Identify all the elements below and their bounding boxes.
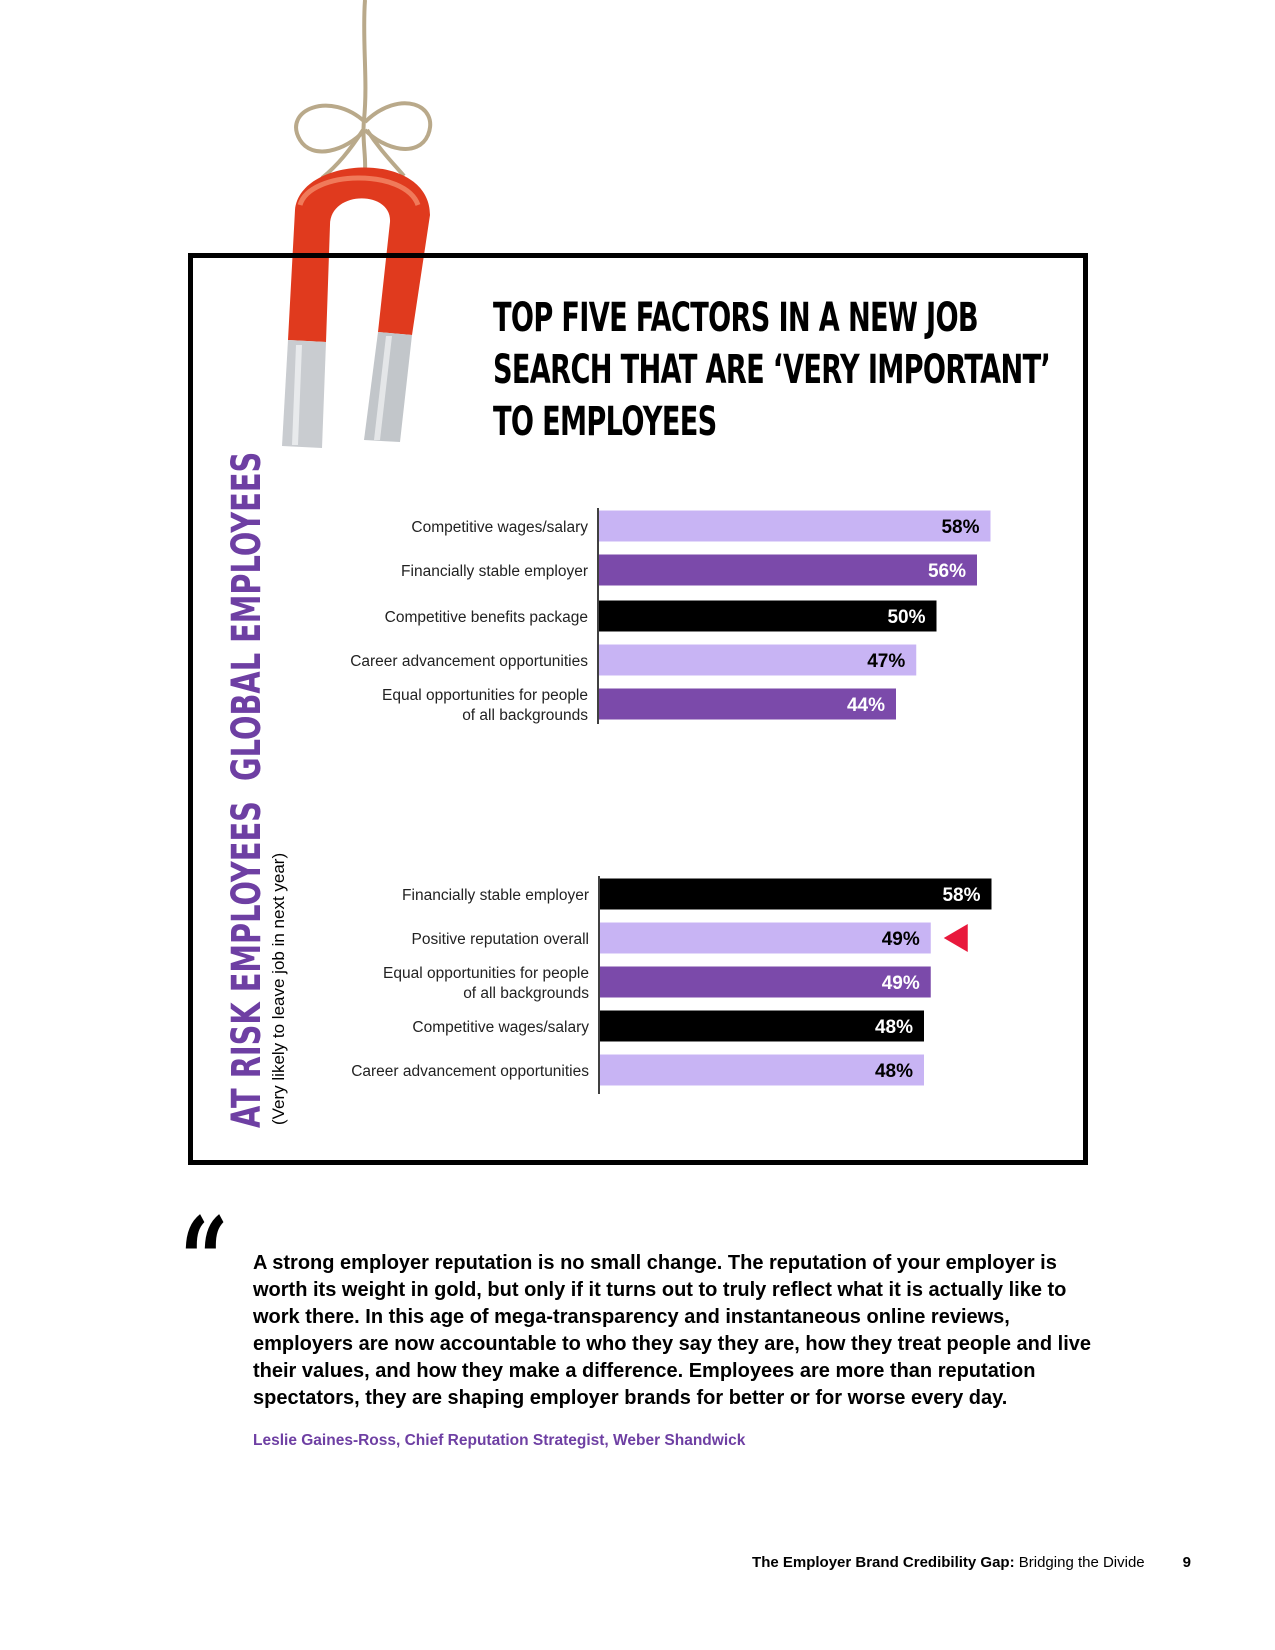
bar-value-label: 58%: [941, 517, 980, 538]
bar-value-label: 50%: [887, 607, 926, 628]
chart-bar: [600, 879, 992, 910]
bar-value-label: 44%: [846, 695, 885, 716]
category-label: of all backgrounds: [463, 985, 589, 1002]
category-label: Career advancement opportunities: [351, 1063, 589, 1080]
quote-text: A strong employer reputation is no small change. The reputation of your employer is worth its weight in gold, but only if it turns out to truly reflect what it is actually like to work there. In this age of mega-transparency and instantaneous online reviews, employers are now accountable to who they say they are, how they treat people and live their values, and how they make a difference. Employees are more than reputation spectators, they are shaping employer brands for better or for worse every day.: [253, 1252, 1092, 1409]
chart-bar: [599, 511, 991, 542]
category-label: Financially stable employer: [402, 887, 589, 904]
title-line: TO EMPLOYEES: [493, 399, 717, 445]
group-sublabel-at-risk: (Very likely to leave job in next year): [269, 852, 288, 1125]
chart-bar: [599, 601, 937, 632]
bar-value-label: 49%: [881, 929, 920, 950]
category-label: Competitive benefits package: [384, 609, 588, 626]
bar-value-label: 58%: [942, 885, 981, 906]
quote-mark-icon: “: [180, 1191, 229, 1332]
page-number: 9: [1182, 1554, 1191, 1571]
chart-bar: [599, 555, 977, 586]
group-label-at-risk: AT RISK EMPLOYEES: [224, 801, 270, 1128]
bar-value-label: 49%: [881, 973, 920, 994]
category-label: of all backgrounds: [462, 707, 588, 724]
group-label-global: GLOBAL EMPLOYEES: [224, 451, 270, 781]
category-label: Equal opportunities for people: [382, 687, 588, 704]
page-footer: [752, 1554, 1191, 1571]
highlight-arrow-icon: [944, 924, 968, 952]
category-label: Positive reputation overall: [411, 931, 589, 948]
category-label: Financially stable employer: [401, 563, 588, 580]
category-label: Equal opportunities for people: [383, 965, 589, 982]
category-label: Competitive wages/salary: [411, 519, 588, 536]
bar-value-label: 48%: [874, 1061, 913, 1082]
title-line: SEARCH THAT ARE ‘VERY IMPORTANT’: [493, 347, 1051, 393]
bar-value-label: 47%: [867, 651, 906, 672]
category-label: Competitive wages/salary: [412, 1019, 589, 1036]
title-line: TOP FIVE FACTORS IN A NEW JOB: [493, 295, 978, 341]
bar-value-label: 56%: [927, 561, 966, 582]
footer-doc-title: The Employer Brand Credibility Gap:: [752, 1554, 1015, 1571]
category-label: Career advancement opportunities: [350, 653, 588, 670]
quote-author: Leslie Gaines-Ross, Chief Reputation Strategist, Weber Shandwick: [253, 1432, 746, 1449]
footer-doc-subtitle: Bridging the Divide: [1014, 1554, 1145, 1571]
bar-value-label: 48%: [874, 1017, 913, 1038]
